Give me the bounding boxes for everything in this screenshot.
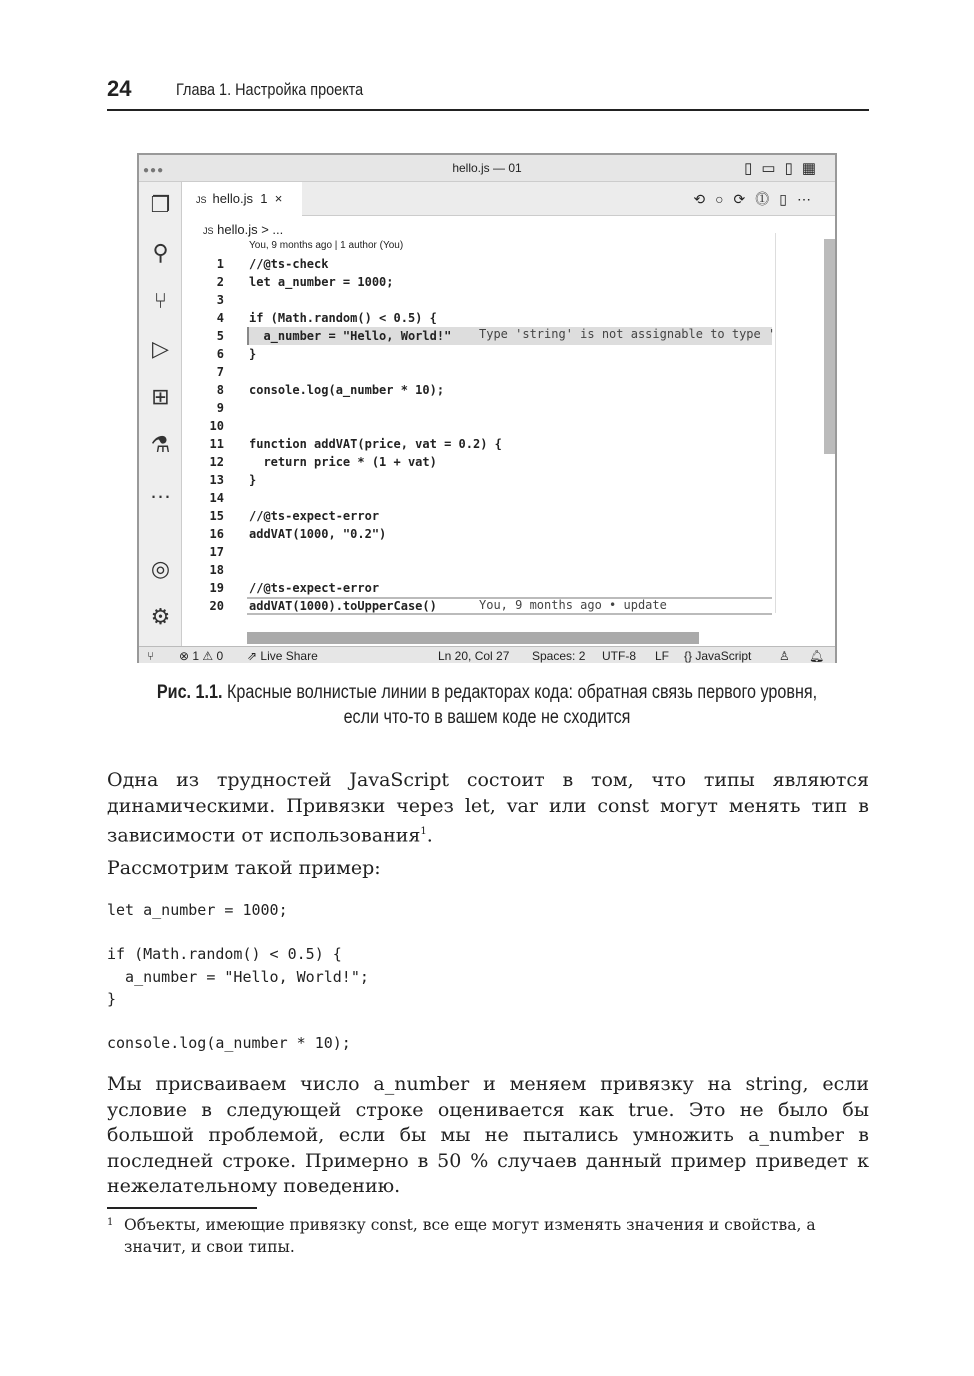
code-line[interactable]: } bbox=[249, 473, 257, 487]
line-number: 20 bbox=[209, 599, 224, 613]
window-title: hello.js — 01 bbox=[452, 161, 522, 175]
eol[interactable]: LF bbox=[655, 649, 670, 663]
remote-icon[interactable]: ⑂ bbox=[147, 649, 155, 663]
live-share-button[interactable]: ⇗ Live Share bbox=[247, 649, 318, 663]
account-icon[interactable]: ◎ bbox=[150, 556, 171, 581]
tab-label: hello.js bbox=[212, 191, 253, 206]
line-number: 2 bbox=[216, 275, 224, 289]
encoding[interactable]: UTF-8 bbox=[602, 649, 636, 663]
extensions-icon[interactable]: ⊞ bbox=[151, 384, 170, 409]
code-line: a_number = "Hello, World!"; bbox=[107, 967, 369, 986]
line-number: 19 bbox=[209, 581, 224, 595]
tab-bar bbox=[182, 182, 835, 216]
code-line: } bbox=[107, 989, 117, 1008]
code-line bbox=[107, 1010, 369, 1032]
code-line[interactable]: a_number = "Hello, World!" bbox=[249, 329, 452, 343]
problems-indicator[interactable]: ⊗ 1 ⚠ 0 bbox=[179, 649, 224, 663]
js-file-icon: JS bbox=[203, 226, 214, 236]
footnote-mark: 1 bbox=[107, 1217, 114, 1228]
indentation[interactable]: Spaces: 2 bbox=[532, 649, 586, 663]
code-line[interactable]: addVAT(1000).toUpperCase() bbox=[249, 599, 437, 613]
vertical-scrollbar[interactable] bbox=[824, 239, 835, 454]
horizontal-scrollbar[interactable] bbox=[247, 632, 699, 644]
line-number: 14 bbox=[209, 491, 224, 505]
line-number: 6 bbox=[216, 347, 224, 361]
page-number: 24 bbox=[107, 76, 132, 101]
line-number: 11 bbox=[209, 437, 224, 451]
line-number: 18 bbox=[209, 563, 224, 577]
code-line[interactable]: return price * (1 + vat) bbox=[249, 455, 437, 469]
title-bar bbox=[139, 155, 835, 182]
js-file-icon: JS bbox=[196, 195, 207, 205]
layout-icons[interactable]: ▯▭▯▦ bbox=[744, 160, 825, 177]
notifications-icon[interactable]: 🔔︎ bbox=[809, 649, 825, 663]
cursor-position[interactable]: Ln 20, Col 27 bbox=[438, 649, 510, 663]
line-number: 17 bbox=[209, 545, 224, 559]
footnote-text: Объекты, имеющие привязку const, все еще могут изменять значения и свойства, а значит, и свои типы. bbox=[124, 1216, 816, 1256]
caption-line-2: если что-то в вашем коде не сходится bbox=[343, 707, 631, 728]
vscode-screenshot bbox=[137, 153, 837, 663]
search-icon[interactable]: ⚲ bbox=[152, 240, 169, 265]
activity-bar bbox=[139, 182, 182, 646]
breadcrumb-text: hello.js > ... bbox=[217, 222, 284, 237]
caption-line-1: Красные волнистые линии в редакторах кода: обратная связь первого уровня, bbox=[226, 682, 818, 703]
line-number: 3 bbox=[216, 293, 224, 307]
footnote-ref[interactable]: 1 bbox=[420, 826, 427, 837]
line-number: 8 bbox=[216, 383, 224, 397]
code-line[interactable]: addVAT(1000, "0.2") bbox=[249, 527, 387, 541]
code-line: let a_number = 1000; bbox=[107, 901, 288, 919]
header-rule bbox=[107, 109, 869, 111]
code-line[interactable]: } bbox=[249, 347, 257, 361]
source-control-icon[interactable]: ⑂ bbox=[153, 288, 168, 313]
inline-blame: You, 9 months ago • update bbox=[479, 598, 667, 612]
breadcrumb[interactable] bbox=[203, 222, 283, 237]
status-bar bbox=[139, 646, 835, 663]
line-number: 16 bbox=[209, 527, 224, 541]
footnote bbox=[107, 1214, 869, 1258]
more-icon[interactable]: … bbox=[149, 478, 172, 503]
line-number: 7 bbox=[216, 365, 224, 379]
testing-icon[interactable]: ⚗ bbox=[150, 432, 171, 457]
close-icon[interactable]: × bbox=[274, 191, 283, 206]
language-mode[interactable]: {} JavaScript bbox=[684, 649, 752, 663]
code-line[interactable]: function addVAT(price, vat = 0.2) { bbox=[249, 437, 502, 451]
minimap[interactable] bbox=[775, 233, 824, 613]
caption-label: Рис. 1.1. bbox=[156, 682, 223, 703]
problem-count-badge: 1 bbox=[260, 191, 268, 206]
code-line: if (Math.random() < 0.5) { bbox=[107, 945, 342, 964]
line-number: 13 bbox=[209, 473, 224, 487]
line-number: 12 bbox=[209, 455, 224, 469]
code-line[interactable]: //@ts-expect-error bbox=[249, 581, 380, 595]
code-line[interactable]: let a_number = 1000; bbox=[249, 275, 394, 289]
codelens-blame[interactable]: You, 9 months ago | 1 author (You) bbox=[249, 240, 404, 251]
window-controls[interactable]: ●●● bbox=[143, 165, 165, 176]
line-number: 5 bbox=[216, 329, 224, 343]
paragraph-2: Рассмотрим такой пример: bbox=[107, 857, 381, 879]
line-number: 9 bbox=[216, 401, 224, 415]
footnote-rule bbox=[107, 1207, 257, 1209]
code-line: console.log(a_number * 10); bbox=[107, 1034, 351, 1053]
run-debug-icon[interactable]: ▷ bbox=[152, 336, 169, 361]
code-line bbox=[107, 921, 369, 943]
code-line[interactable]: //@ts-expect-error bbox=[249, 509, 380, 523]
code-line[interactable]: //@ts-check bbox=[249, 257, 329, 271]
code-line[interactable]: if (Math.random() < 0.5) { bbox=[249, 311, 437, 325]
chapter-title: Глава 1. Настройка проекта bbox=[176, 80, 364, 99]
figure-caption bbox=[73, 680, 901, 730]
paragraph-1: Одна из трудностей JavaScript состоит в том, что типы являются динамическими. Привязки через let, var или const могут менять тип в зависимости от использования$^1$. bbox=[107, 769, 869, 847]
explorer-icon[interactable]: ❐ bbox=[150, 192, 171, 217]
inline-error-message: Type 'string' is not assignable to type ' bbox=[479, 327, 776, 341]
paragraph-1-text: Одна из трудностей JavaScript состоит в том, что типы являются динамическими. Привязки через let, var или const могут менять тип в зависимости от использования bbox=[107, 769, 869, 847]
code-line[interactable]: console.log(a_number * 10); bbox=[249, 383, 445, 397]
line-number: 1 bbox=[216, 257, 224, 271]
line-number: 15 bbox=[209, 509, 224, 523]
line-number: 4 bbox=[216, 311, 224, 325]
tab-hello-js[interactable] bbox=[182, 182, 302, 216]
settings-gear-icon[interactable]: ⚙ bbox=[150, 604, 171, 629]
code-block bbox=[107, 899, 369, 1054]
paragraph-3: Мы присваиваем число a_number и меняем привязку на string, если условие в следующей строке оценивается как true. Это не было бы большой проблемой, если бы мы не пытались умножить a_number в последней строке. Примерно в 50 % случаев данный пример приведет к нежелательному поведению. bbox=[107, 1073, 869, 1197]
line-number: 10 bbox=[209, 419, 224, 433]
editor-actions[interactable]: ⟲○⟳⓵▯⋯ bbox=[693, 191, 821, 207]
feedback-icon[interactable]: ♙ bbox=[779, 649, 790, 663]
